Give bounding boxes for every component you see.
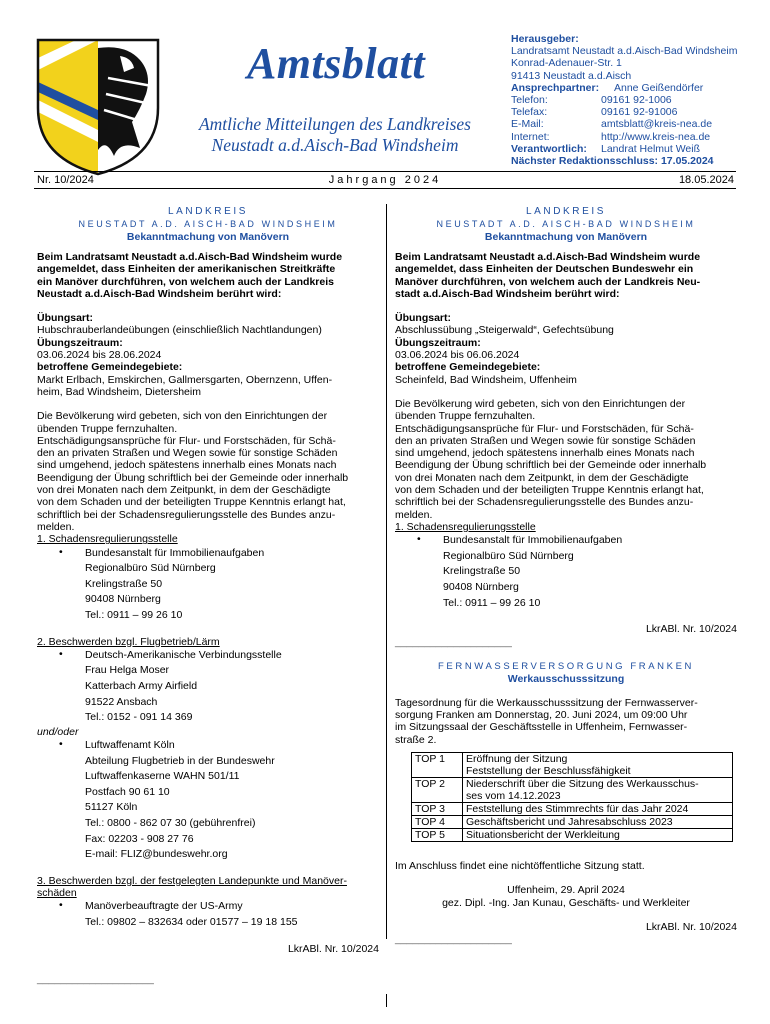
list-item: • Bundesanstalt für Immobilienaufgaben Regionalbüro Süd Nürnberg Krelingstraße 50 90408 Nürnberg Tel.: 0911 – 99 26 10 (59, 545, 265, 621)
table-row: TOP 2 Niederschrift über die Sitzung des Werkausschus- ses vom 14.12.2023 (412, 777, 733, 802)
coat-of-arms-icon (36, 38, 160, 176)
subsection-title: 2. Beschwerden bzgl. Flugbetrieb/Lärm (37, 635, 220, 648)
body-text: Die Bevölkerung wird gebeten, sich von den Einrichtungen der übenden Truppe fernzuhalten. Entschädigungsansprüche für Flur- und Forstschäden, für Schä- den an privaten Straßen und Wegen sowie für sonstige Schäden sind umgehend, jedoch spätestens innerhalb eines Monats nach Beendigung der Übung schriftlich bei der Gemeinde oder innerhalb von drei Monaten nach dem Zeitpunkt, in dem der Geschädigte von dem Schaden und der beteiligten Truppe Kenntnis erlangt hat, schriftlich bei der Schadensregulierungsstelle des Bundes anzu- melden. (395, 397, 707, 521)
subsection-title: 1. Schadensregulierungsstelle (37, 533, 178, 546)
publisher-info: Herausgeber: Landratsamt Neustadt a.d.Aisch-Bad Windsheim Konrad-Adenauer-Str. 1 91413 Neustadt a.d.Aisch Ansprechpartner: Anne Geißendörfer Telefon: 09161 92-1006 Telefax: 09161 92-91006 E-Mail: amtsblatt@kreis-nea.de Internet: http://www.kreis-nea.de Verantwortlich: Landrat Helmut Weiß Nächster Redaktionsschluss: 17.05.2024 (511, 33, 751, 167)
section-kicker: LANDKREIS (525, 206, 607, 217)
section-kicker: LANDKREIS (167, 206, 249, 217)
website-link[interactable]: http://www.kreis-nea.de (601, 130, 711, 143)
right-column: LANDKREIS NEUSTADT A.D. AISCH-BAD WINDSHEIM Bekanntmachung von Manövern Beim Landratsamt Neustadt a.d.Aisch-Bad Windsheim wurde angemeldet, dass Einheiten der Deutschen Bundeswehr ein Manöver durchführen, von welchem auch der Landkreis Neu- stadt a.d.Aisch-Bad Windsheim berührt wird: Übungsart: Abschlussübung „Steigerwald“, Gefechtsübung Übungszeitraum: 03.06.2024 bis 06.06.2024 betroffene Gemeindegebiete: Scheinfeld, Bad Windsheim, Uffenheim Die Bevölkerung wird gebeten, sich von den Einrichtungen der übenden Truppe fernzuhalten. Entschädigungsansprüche für Flur- und Forstschäden, für Schä- den an privaten Straßen und Wegen sowie für sonstige Schäden sind umgehend, jedoch spätestens innerhalb eines Monats nach Beendigung der Übung schriftlich bei der Gemeinde oder innerhalb von drei Monaten nach dem Zeitpunkt, in dem der Geschädigte von dem Schaden und der beteiligten Truppe Kenntnis erlangt hat, schriftlich bei der Schadensregulierungsstelle des Bundes anzu- melden. 1. Schadensregulierungsstelle • Bundesanstalt für Immobilienaufgaben Regionalbüro Süd Nürnberg Krelingstraße 50 90408 Nürnberg Tel.: 0911 – 99 26 10 LkrABl. Nr. 10/2024 ____________________ FERNWASSERVERSORGUNG FRANKEN Werkausschusssitzung Tagesordnung für die Werkausschusssitzung der Fernwasserver- sorgung Franken am Donnerstag, 20. Juni 2024, um 09:00 Uhr im Sitzungssaal der Geschäftsstelle in Uffenheim, Fernwasser- straße 2. TOP 1 Eröffnung der Sitzung Feststellung der Beschlussfähigkeit TOP 2 Niederschrift über die Sitzung des Werkausschus- ses vom 14.12.2023 TOP 3 Feststellung des Stimmrechts für das Jahr 2024 TOP 4 Geschäftsbericht und Jahresabschluss 2023 TOP 5 Situationsbericht der Werkleitung Im Anschluss findet eine nichtöffentliche Sitzung statt. Uffenheim, 29. April 2024 gez. Dipl. -Ing. Jan Kunau, Geschäfts- und Werkleiter LkrABl. Nr. 10/2024 ____________________ (395, 206, 737, 946)
agenda-table (411, 752, 733, 842)
page-marker (386, 994, 387, 1007)
lead-text: Beim Landratsamt Neustadt a.d.Aisch-Bad Windsheim wurde angemeldet, dass Einheiten der Deutschen Bundeswehr ein Manöver durchführen, von welchem auch der Landkreis Neu- stadt a.d.Aisch-Bad Windsheim berührt wird: (395, 251, 701, 300)
issue-year: Jahrgang 2024 (328, 174, 442, 186)
agenda-intro: Tagesordnung für die Werkausschusssitzung der Fernwasserver- sorgung Franken am Donnerstag, 20. Juni 2024, um 09:00 Uhr im Sitzungssaal der Geschäftsstelle in Uffenheim, Fernwasser- straße 2. (395, 696, 698, 746)
section-heading: Bekanntmachung von Manövern (484, 231, 648, 243)
editorial-deadline: Nächster Redaktionsschluss: 17.05.2024 (511, 155, 714, 168)
column-divider (386, 204, 387, 939)
section-kicker-sub: NEUSTADT A.D. AISCH-BAD WINDSHEIM (436, 219, 696, 229)
lead-text: Beim Landratsamt Neustadt a.d.Aisch-Bad Windsheim wurde angemeldet, dass Einheiten der amerikanischen Streitkräfte ein Manöver durchführen, von welchem auch der Landkreis Neustadt a.d.Aisch-Bad Windsheim berührt wird: (37, 251, 343, 300)
section-heading: Bekanntmachung von Manövern (126, 231, 290, 243)
signature-name: gez. Dipl. -Ing. Jan Kunau, Geschäfts- und Werkleiter (442, 896, 690, 909)
section-kicker: FERNWASSERVERSORGUNG FRANKEN (438, 660, 694, 672)
email-link[interactable]: amtsblatt@kreis-nea.de (601, 118, 713, 131)
page-subtitle: Amtliche Mitteilungen des Landkreises Neustadt a.d.Aisch-Bad Windsheim (198, 114, 471, 155)
issue-date: 18.05.2024 (678, 174, 734, 186)
left-column: LANDKREIS NEUSTADT A.D. AISCH-BAD WINDSHEIM Bekanntmachung von Manövern Beim Landratsamt Neustadt a.d.Aisch-Bad Windsheim wurde angemeldet, dass Einheiten der amerikanischen Streitkräfte ein Manöver durchführen, von welchem auch der Landkreis Neustadt a.d.Aisch-Bad Windsheim berührt wird: Übungsart: Hubschrauberlandeübungen (einschließlich Nachtlandungen) Übungszeitraum: 03.06.2024 bis 28.06.2024 betroffene Gemeindegebiete: Markt Erlbach, Emskirchen, Gallmersgarten, Obernzenn, Uffen- heim, Bad Windsheim, Dietersheim Die Bevölkerung wird gebeten, sich von den Einrichtungen der übenden Truppe fernzuhalten. Entschädigungsansprüche für Flur- und Forstschäden, für Schä- den an privaten Straßen und Wegen sowie für sonstige Schäden sind umgehend, jedoch spätestens innerhalb eines Monats nach Beendigung der Übung schriftlich bei der Gemeinde oder innerhalb von drei Monaten nach dem Zeitpunkt, in dem der Geschädigte von dem Schaden und der beteiligten Truppe Kenntnis erlangt hat, schriftlich bei der Schadensregulierungsstelle des Bundes anzu- melden. 1. Schadensregulierungsstelle • Bundesanstalt für Immobilienaufgaben Regionalbüro Süd Nürnberg Krelingstraße 50 90408 Nürnberg Tel.: 0911 – 99 26 10 2. Beschwerden bzgl. Flugbetrieb/Lärm • Deutsch-Amerikanische Verbindungsstelle Frau Helga Moser Katterbach Army Airfield 91522 Ansbach Tel.: 0152 - 091 14 369 und/oder • Luftwaffenamt Köln Abteilung Flugbetrieb in der Bundeswehr Luftwaffenkaserne WAHN 501/11 Postfach 90 61 10 51127 Köln Tel.: 0800 - 862 07 30 (gebührenfrei) Fax: 02203 - 908 27 76 E-mail: FLIZ@bundeswehr.org 3. Beschwerden bzgl. der festgelegten Landepunkte und Manöver- schäden • Manöverbeauftragte der US-Army Tel.: 09802 – 832634 oder 01577 – 19 18 155 LkrABl. Nr. 10/2024 ____________________ (37, 206, 379, 985)
separator: ____________________ (395, 635, 512, 648)
signature-place: Uffenheim, 29. April 2024 (507, 884, 625, 897)
page-title: Amtsblatt (246, 39, 426, 88)
list-item: • Deutsch-Amerikanische Verbindungsstelle Frau Helga Moser Katterbach Army Airfield 91522 Ansbach Tel.: 0152 - 091 14 369 (59, 647, 282, 724)
table-row: TOP 1 Eröffnung der Sitzung Feststellung der Beschlussfähigkeit (412, 752, 733, 777)
reference: LkrABl. Nr. 10/2024 (645, 623, 737, 636)
reference: LkrABl. Nr. 10/2024 (287, 942, 379, 955)
list-item: • Bundesanstalt für Immobilienaufgaben Regionalbüro Süd Nürnberg Krelingstraße 50 90408 Nürnberg Tel.: 0911 – 99 26 10 (417, 533, 623, 609)
table-row: TOP 5 Situationsbericht der Werkleitung (412, 828, 733, 841)
body-text: Die Bevölkerung wird gebeten, sich von den Einrichtungen der übenden Truppe fernzuhalten. Entschädigungsansprüche für Flur- und Forstschäden, für Schä- den an privaten Straßen und Wegen sowie für sonstige Schäden sind umgehend, jedoch spätestens innerhalb eines Monats nach Beendigung der Übung schriftlich bei der Gemeinde oder innerhalb von drei Monaten nach dem Zeitpunkt, in dem der Geschädigte von dem Schaden und der beteiligten Truppe Kenntnis erlangt hat, schriftlich bei der Schadensregulierungsstelle des Bundes anzu- melden. (37, 410, 349, 533)
section-kicker-sub: NEUSTADT A.D. AISCH-BAD WINDSHEIM (78, 219, 338, 229)
subsection-title: 3. Beschwerden bzgl. der festgelegten Landepunkte und Manöver- (37, 874, 347, 887)
issue-bar (34, 171, 736, 189)
section-heading: Werkausschusssitzung (507, 672, 625, 685)
subsection-title: 1. Schadensregulierungsstelle (395, 520, 536, 533)
issue-number: Nr. 10/2024 (37, 174, 94, 186)
reference: LkrABl. Nr. 10/2024 (645, 920, 737, 933)
list-item: • Manöverbeauftragte der US-Army Tel.: 09802 – 832634 oder 01577 – 19 18 155 (59, 899, 298, 928)
table-row: TOP 3 Feststellung des Stimmrechts für das Jahr 2024 (412, 802, 733, 815)
after-note: Im Anschluss findet eine nichtöffentliche Sitzung statt. (395, 859, 645, 872)
table-row: TOP 4 Geschäftsbericht und Jahresabschluss 2023 (412, 815, 733, 828)
separator: ____________________ (395, 933, 512, 946)
list-item: • Luftwaffenamt Köln Abteilung Flugbetrieb in der Bundeswehr Luftwaffenkaserne WAHN 501/11 Postfach 90 61 10 51127 Köln Tel.: 0800 - 862 07 30 (gebührenfrei) Fax: 02203 - 908 27 76 E-mail: FLIZ@bundeswehr.org (59, 738, 275, 861)
separator: ____________________ (37, 972, 154, 985)
